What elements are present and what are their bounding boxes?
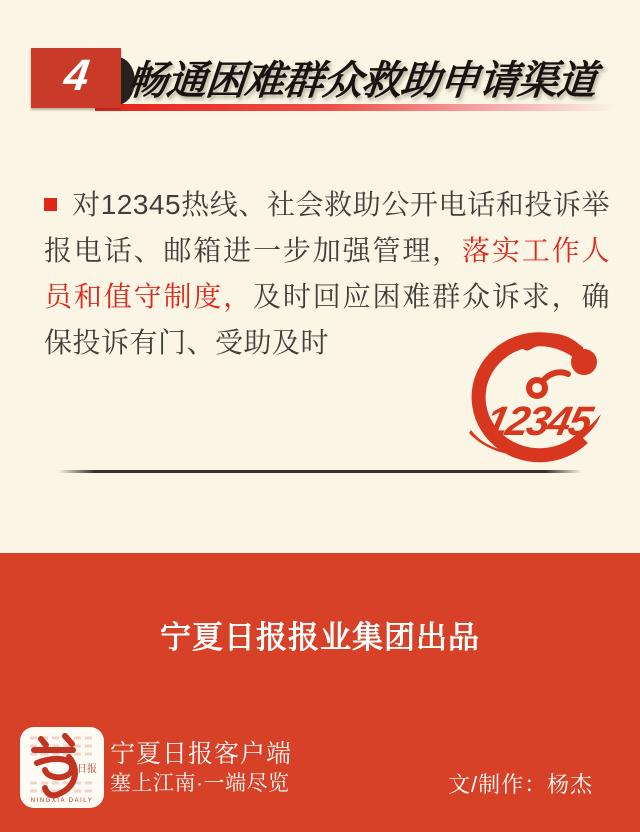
publisher-text: 宁夏日报报业集团出品: [160, 620, 480, 655]
hotline-number-text: 12345: [481, 397, 595, 444]
page-title: 畅通困难群众救助申请渠道: [125, 59, 598, 103]
square-bullet-icon: [44, 198, 57, 211]
body-text-segment: 及时回应困难群众诉求，确保投诉有门、受助及时: [44, 281, 610, 358]
app-logo: [20, 727, 104, 808]
hotline-12345-logo-icon: [433, 331, 635, 469]
body-text-highlight: 落实工作人员和值守制度，: [44, 235, 610, 312]
app-tagline: 塞上江南·一端尽览: [110, 772, 290, 795]
seal-sub-label: 日报: [77, 764, 97, 775]
footer-section: [0, 553, 640, 832]
ningxia-daily-seal-icon: [20, 727, 104, 808]
section-number: 4: [60, 51, 93, 100]
body-text-segment: 对12345热线、社会救助公开电话和投诉举报电话、邮箱进一步加强管理，: [44, 189, 610, 266]
credit-text: 文/制作：杨杰: [448, 772, 594, 797]
divider-line: [58, 470, 582, 473]
section-number-badge: [31, 48, 121, 108]
app-name: 宁夏日报客户端: [110, 740, 293, 768]
seal-latin-label: NINGXIA DAILY: [30, 798, 94, 804]
